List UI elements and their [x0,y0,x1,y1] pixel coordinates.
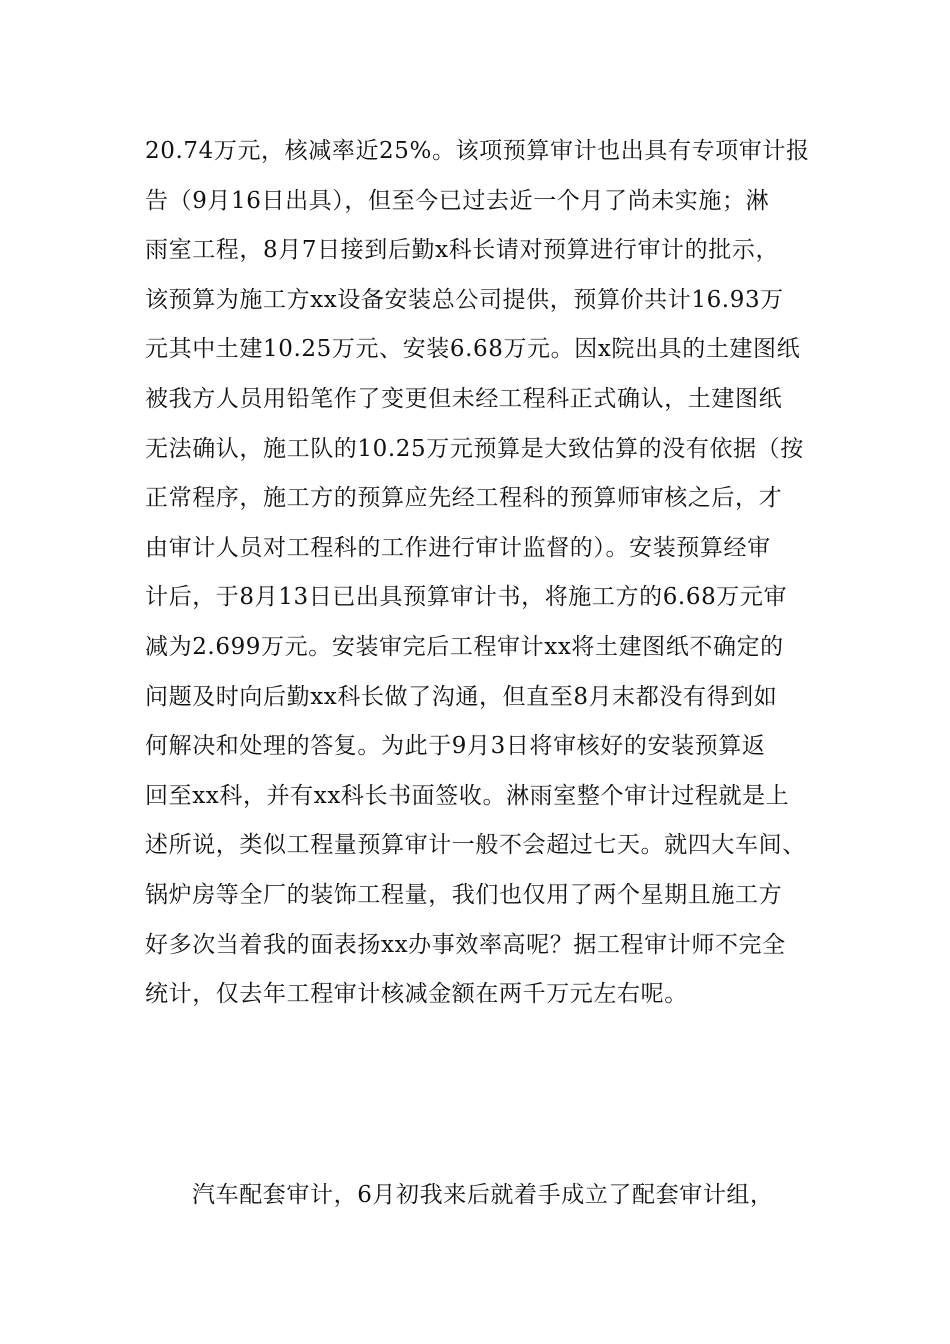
paragraph-1-line: 告（9月16日出具），但至今已过去近一个月了尚未实施；淋 [145,187,770,214]
paragraph-1-line: 回至xx科，并有xx科长书面签收。淋雨室整个审计过程就是上 [145,782,790,809]
paragraph-1-line: 20.74万元，核减率近25%。该项预算审计也出具有专项审计报 [145,138,810,164]
paragraph-1-line: 述所说，类似工程量预算审计一般不会超过七天。就四大车间、 [145,832,806,859]
paragraph-1-line: 被我方人员用铅笔作了变更但未经工程科正式确认，土建图纸 [145,386,783,412]
paragraph-2-first-line: 汽车配套审计，6月初我来后就着手成立了配套审计组， [192,1182,774,1208]
paragraph-1-line: 问题及时向后勤xx科长做了沟通，但直至8月末都没有得到如 [145,683,778,710]
paragraph-1-line: 正常程序，施工方的预算应先经工程科的预算师审核之后，才 [145,485,783,512]
paragraph-1-line: 计后，于8月13日已出具预算审计书，将施工方的6.68万元审 [145,584,788,611]
paragraph-1-line: 元其中土建10.25万元、安装6.68万元。因x院出具的土建图纸 [145,336,801,363]
paragraph-1-line: 何解决和处理的答复。为此于9月3日将审核好的安装预算返 [145,733,766,760]
paragraph-1-line: 锅炉房等全厂的装饰工程量，我们也仅用了两个星期且施工方 [145,882,783,908]
paragraph-1-line: 减为2.699万元。安装审完后工程审计xx将土建图纸不确定的 [145,634,784,660]
paragraph-1-line: 雨室工程，8月7日接到后勤x科长请对预算进行审计的批示， [145,237,780,264]
paragraph-1-line: 由审计人员对工程科的工作进行审计监督的）。安装预算经审 [145,534,771,561]
paragraph-1-line: 统计，仅去年工程审计核减金额在两千万元左右呢。 [145,981,688,1008]
paragraph-1-line: 该预算为施工方xx设备安装总公司提供，预算价共计16.93万 [145,286,784,313]
paragraph-1-line: 好多次当着我的面表扬xx办事效率高呢？据工程审计师不完全 [145,931,786,958]
paragraph-1-line: 无法确认，施工队的10.25万元预算是大致估算的没有依据（按 [145,435,804,462]
